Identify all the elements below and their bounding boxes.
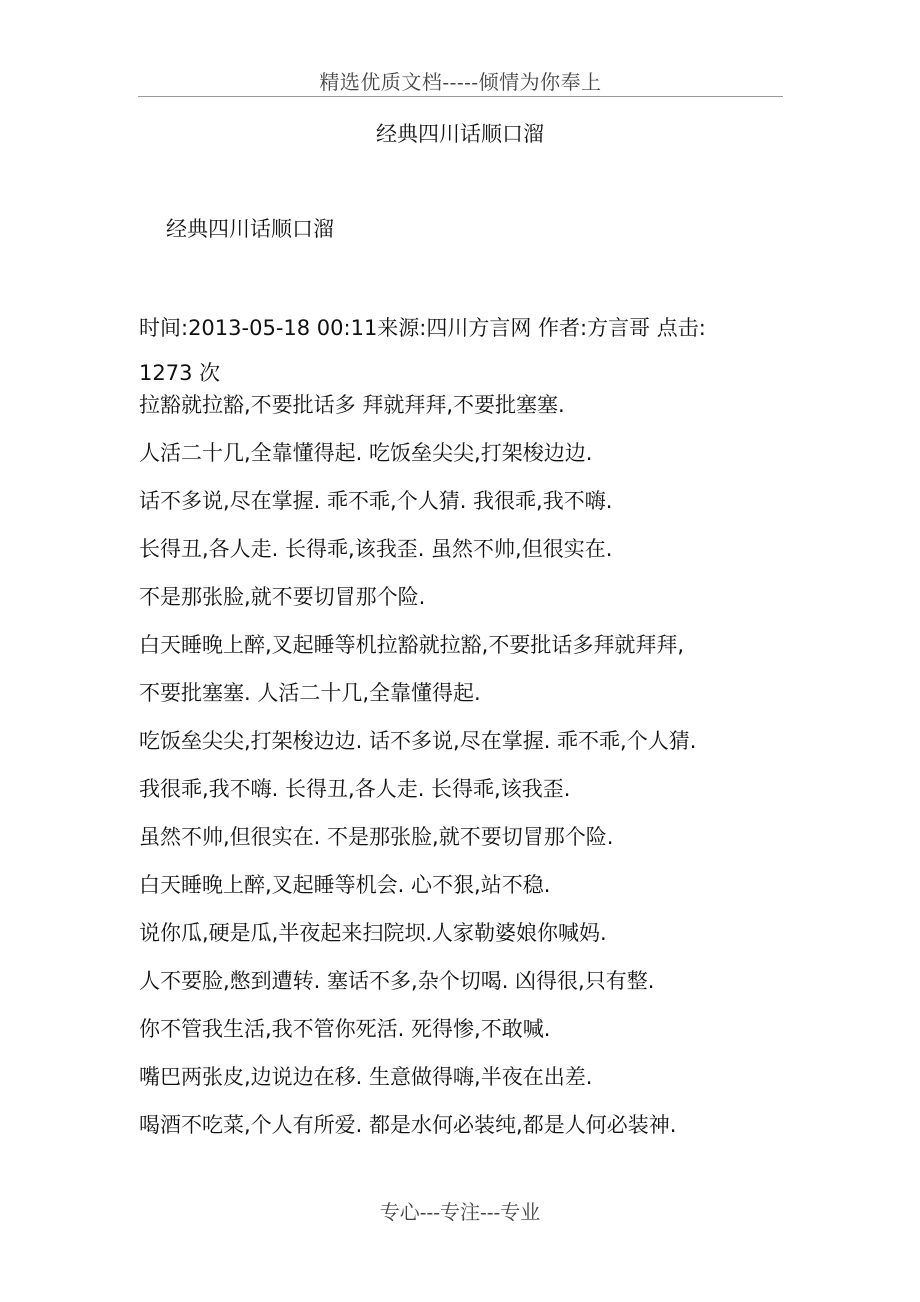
header-text: 精选优质文档-----倾情为你奉上 [319, 70, 602, 94]
body-line: 你不管我生活,我不管你死活. 死得惨,不敢喊. [139, 1017, 551, 1041]
body-line: 嘴巴两张皮,边说边在移. 生意做得嗨,半夜在出差. [139, 1065, 593, 1089]
body-line: 不要批塞塞. 人活二十几,全靠懂得起. [139, 681, 481, 705]
body-line: 人不要脸,憋到遭转. 塞话不多,杂个切喝. 凶得很,只有整. [139, 969, 655, 993]
document-body [139, 308, 799, 1153]
document-title: 经典四川话顺口溜 [376, 122, 544, 146]
body-line: 我很乖,我不嗨. 长得丑,各人走. 长得乖,该我歪. [139, 777, 571, 801]
page-header [138, 62, 783, 97]
body-line: 说你瓜,硬是瓜,半夜起来扫院坝.人家勒婆娘你喊妈. [139, 921, 607, 945]
document-subtitle: 经典四川话顺口溜 [166, 217, 334, 241]
body-line: 拉豁就拉豁,不要批话多 拜就拜拜,不要批塞塞. [139, 393, 565, 417]
article-meta-clicks: 1273 次 [139, 361, 221, 385]
body-line: 吃饭垒尖尖,打架梭边边. 话不多说,尽在掌握. 乖不乖,个人猜. [139, 729, 697, 753]
body-line: 人活二十几,全靠懂得起. 吃饭垒尖尖,打架梭边边. [139, 441, 593, 465]
article-meta-line: 时间:2013-05-18 00:11来源:四川方言网 作者:方言哥 点击: [139, 316, 706, 340]
body-line: 虽然不帅,但很实在. 不是那张脸,就不要切冒那个险. [139, 825, 614, 849]
body-line: 不是那张脸,就不要切冒那个险. [139, 585, 426, 609]
page-footer: 专心---专注---专业 [379, 1200, 541, 1224]
body-line: 白天睡晚上醉,叉起睡等机拉豁就拉豁,不要批话多拜就拜拜, [139, 633, 685, 657]
body-line: 白天睡晚上醉,叉起睡等机会. 心不狠,站不稳. [139, 873, 551, 897]
body-line: 长得丑,各人走. 长得乖,该我歪. 虽然不帅,但很实在. [139, 537, 613, 561]
body-line: 话不多说,尽在掌握. 乖不乖,个人猜. 我很乖,我不嗨. [139, 489, 613, 513]
body-line: 喝酒不吃菜,个人有所爱. 都是水何必装纯,都是人何必装神. [139, 1113, 677, 1137]
